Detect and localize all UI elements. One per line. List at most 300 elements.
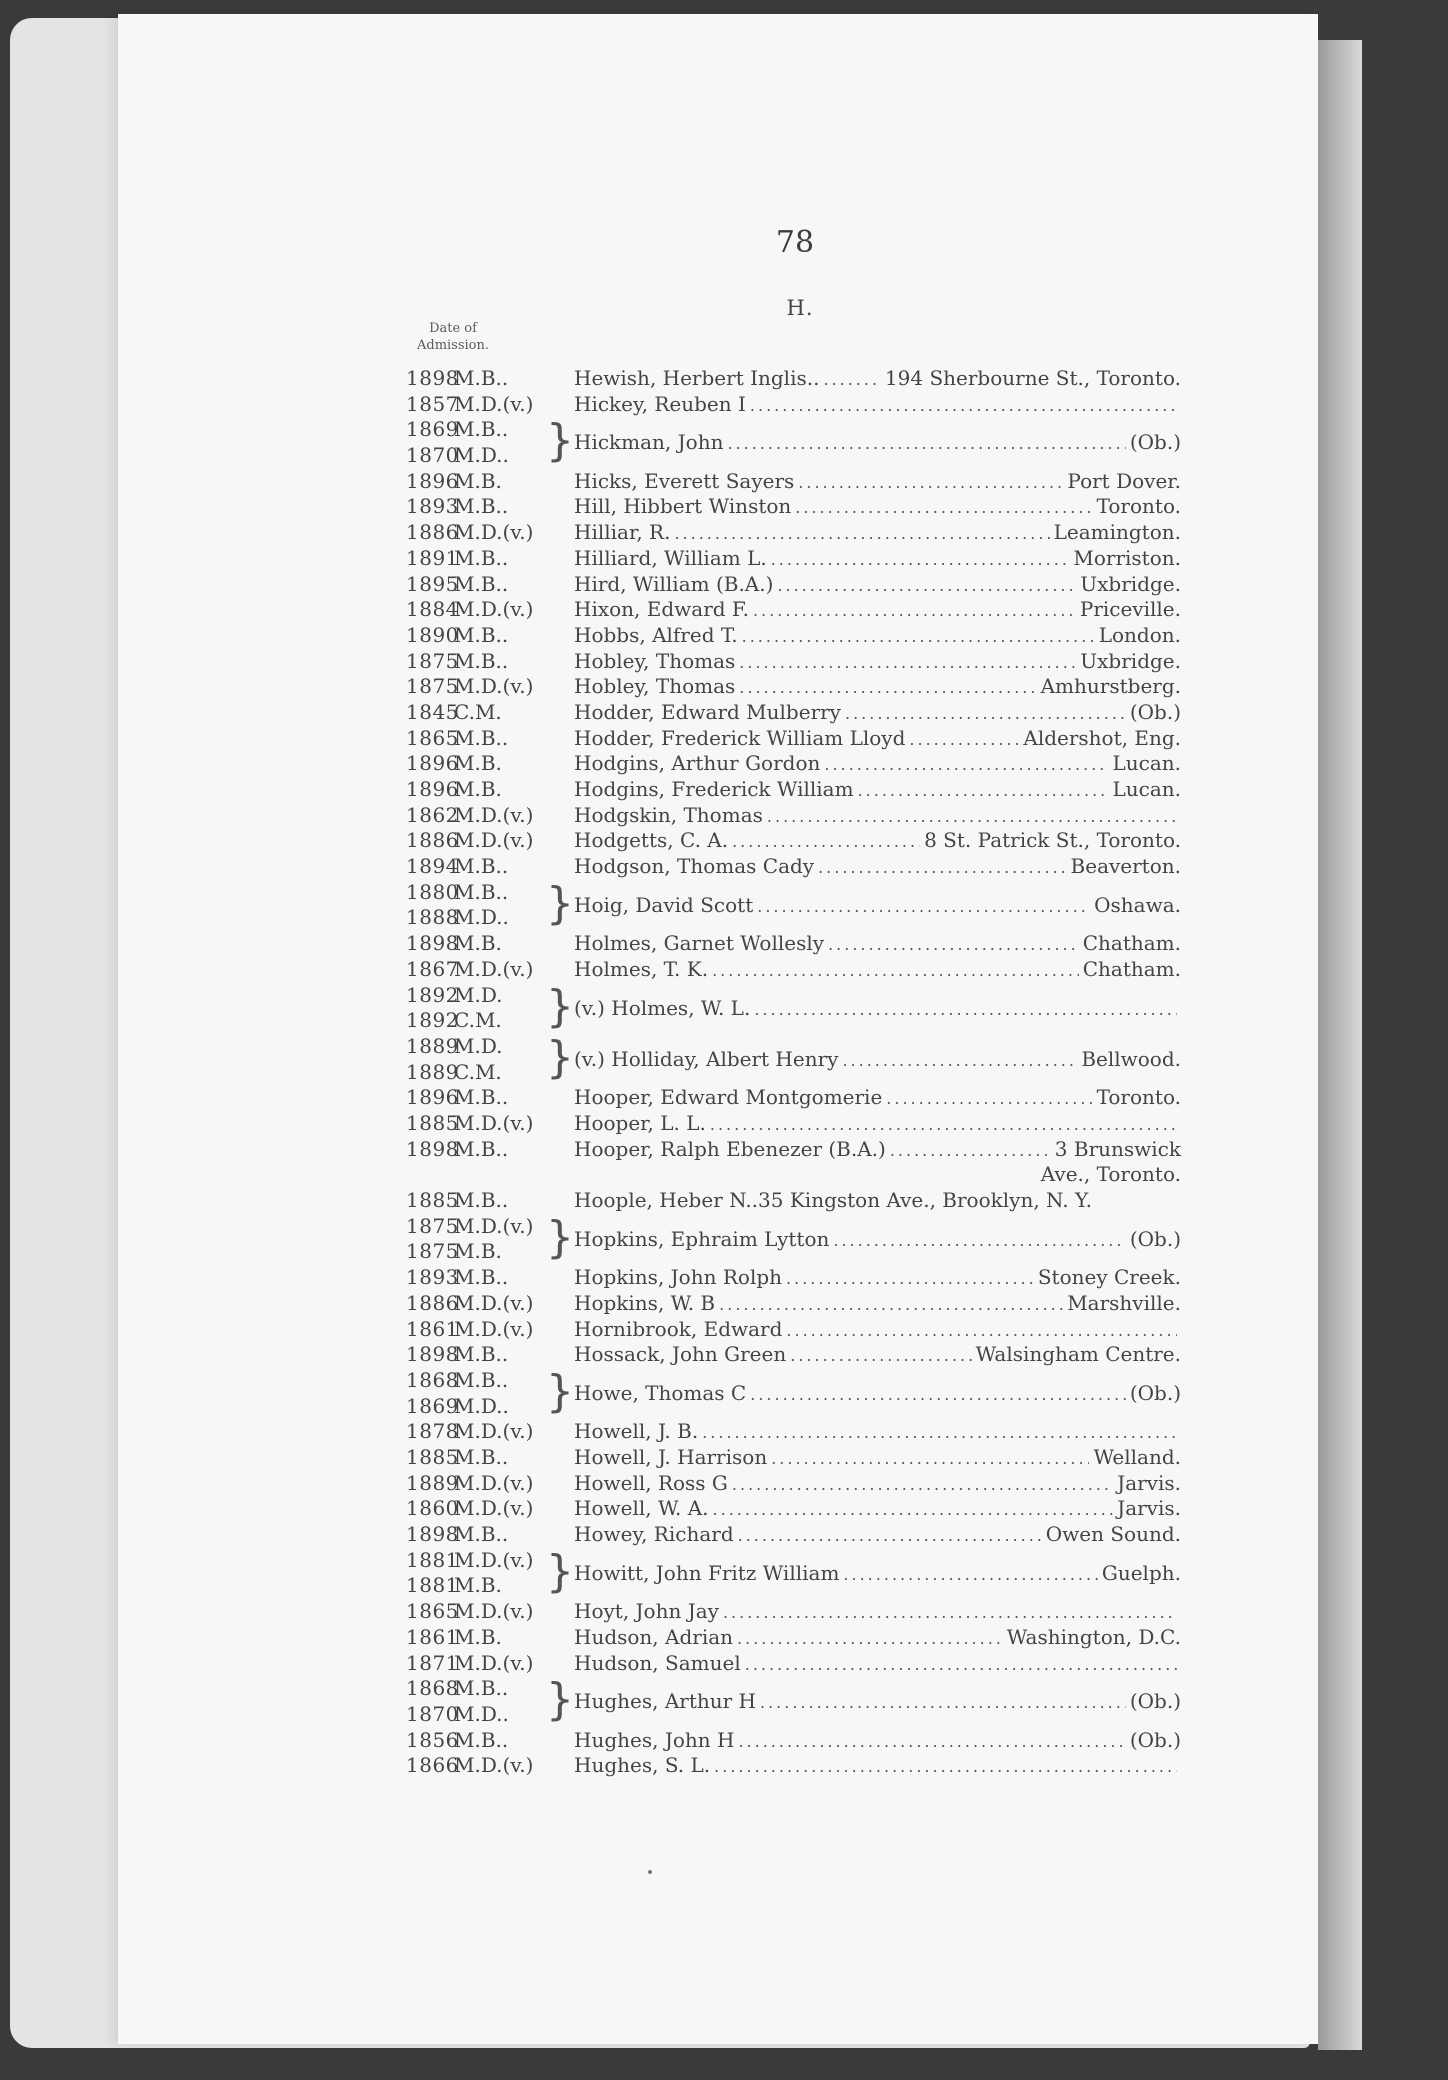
admission-year: 1898: [406, 366, 459, 390]
entry-body: [574, 1753, 1181, 1779]
admission-year: 1866: [406, 1753, 459, 1778]
entry-body: [574, 1188, 1181, 1213]
entry-body: [574, 931, 1181, 957]
practitioner-name: Howitt, John Fritz William: [574, 1560, 840, 1585]
dot-leader: [824, 752, 1108, 777]
degree: M.D.: [454, 982, 503, 1007]
admission-year: 1888: [406, 905, 459, 930]
degree: M.B..: [454, 417, 509, 442]
practitioner-name: Hooper, Ralph Ebenezer (B.A.): [574, 1136, 886, 1161]
dot-leader: [719, 1292, 1063, 1317]
entry-body: [574, 700, 1181, 726]
degree: M.D.(v.): [454, 1213, 534, 1238]
admission-year: 1892: [406, 1008, 459, 1033]
register-entry: [406, 777, 1181, 803]
entry-body: [574, 803, 1181, 829]
dot-leader: [886, 1086, 1092, 1111]
degree: C.M.: [454, 1059, 502, 1084]
entry-body: [574, 893, 1181, 919]
entry-body: [574, 1381, 1181, 1407]
practitioner-name: Hoyt, John Jay: [574, 1599, 719, 1624]
practitioner-name: Hodgins, Arthur Gordon: [574, 751, 821, 776]
register-entry: [406, 1188, 1181, 1214]
degree: M.D.(v.): [454, 1316, 534, 1341]
entry-body: [574, 520, 1181, 546]
admission-year: 1895: [406, 571, 459, 596]
register-entry: [406, 1342, 1181, 1368]
dot-leader: [723, 1600, 1177, 1625]
practitioner-name: Hughes, Arthur H: [574, 1689, 756, 1714]
degree: M.B..: [454, 854, 509, 879]
degree: M.D.: [454, 1033, 503, 1058]
register-entry: [406, 1545, 1181, 1599]
admission-year: 1875: [406, 674, 459, 699]
practitioner-name: Howell, J. B.: [574, 1419, 699, 1444]
degree: M.D.(v.): [454, 1547, 534, 1572]
practitioner-name: Howell, W. A.: [574, 1496, 709, 1521]
degree: M.B..: [454, 1727, 509, 1752]
degree: M.B..: [454, 1444, 509, 1469]
practitioner-name: Hobley, Thomas: [574, 648, 736, 673]
dot-leader: [727, 431, 1125, 456]
entry-body: [574, 1227, 1181, 1253]
register-entry: [406, 1211, 1181, 1265]
residence-continued: Ave., Toronto.: [1040, 1162, 1181, 1187]
practitioner-name: Howell, J. Harrison: [574, 1444, 768, 1469]
dot-leader: [750, 1382, 1126, 1407]
dot-leader: [909, 727, 1019, 752]
admission-year: 1880: [406, 879, 459, 904]
practitioner-name: Hodder, Edward Mulberry: [574, 699, 841, 724]
residence: 194 Sherbourne St., Toronto.: [884, 366, 1181, 390]
page-mark: [648, 1870, 652, 1874]
practitioner-name: Hornibrook, Edward: [574, 1316, 783, 1341]
dot-leader: [798, 470, 1063, 495]
register-entry: [406, 1111, 1181, 1137]
residence: Beaverton.: [1070, 854, 1181, 879]
admission-year: 1868: [406, 1676, 459, 1701]
register-entry: [406, 828, 1181, 854]
practitioner-name: Hewish, Herbert Inglis..: [574, 366, 820, 390]
residence: Marshville.: [1067, 1290, 1181, 1315]
residence: (Ob.): [1129, 1380, 1181, 1405]
register-entry: [406, 1291, 1181, 1317]
degree: M.D.(v.): [454, 956, 534, 981]
register-entry: [406, 1031, 1181, 1085]
degree: M.B..: [454, 622, 509, 647]
admission-year: 1885: [406, 1188, 459, 1213]
register-entry: [406, 1471, 1181, 1497]
entry-body: [574, 572, 1181, 598]
practitioner-name: Hoople, Heber N..35 Kingston Ave., Brooklyn, N. Y.: [574, 1188, 1092, 1213]
dot-leader: [738, 1729, 1125, 1754]
practitioner-name: Hopkins, John Rolph: [574, 1265, 783, 1290]
residence: Welland.: [1093, 1444, 1181, 1469]
residence: 3 Brunswick: [1054, 1136, 1181, 1161]
register-entry: [406, 572, 1181, 598]
degree: M.B..: [454, 1265, 509, 1290]
residence: Chatham.: [1082, 931, 1181, 956]
entry-body: [574, 777, 1181, 803]
register-entry: [406, 1419, 1181, 1445]
entry-body: [574, 494, 1181, 520]
section-letter: H.: [786, 296, 814, 320]
dot-leader: [737, 1626, 1003, 1651]
admission-year: 1875: [406, 1239, 459, 1264]
residence: Leamington.: [1053, 520, 1181, 545]
entry-body: [574, 1496, 1181, 1522]
residence: Oshawa.: [1094, 892, 1181, 917]
dot-leader: [890, 1138, 1051, 1163]
practitioner-name: Hodder, Frederick William Lloyd: [574, 725, 906, 750]
register-entry: [406, 1445, 1181, 1471]
dot-leader: [753, 598, 1076, 623]
degree: M.B.: [454, 1573, 502, 1598]
admission-year: 1896: [406, 751, 459, 776]
entry-body: [574, 546, 1181, 572]
admission-year: 1870: [406, 443, 459, 468]
degree: M.B..: [454, 1367, 509, 1392]
dot-leader: [795, 495, 1092, 520]
admission-year: 1892: [406, 982, 459, 1007]
admission-year: 1886: [406, 520, 459, 545]
register-entry: [406, 1265, 1181, 1291]
degree: M.B..: [454, 571, 509, 596]
residence: (Ob.): [1129, 699, 1181, 724]
register-entry: [406, 520, 1181, 546]
register-entry: [406, 494, 1181, 520]
register-entry: [406, 751, 1181, 777]
entry-body: [574, 674, 1181, 700]
practitioner-name: Hobley, Thomas: [574, 674, 736, 699]
register-entry: [406, 1728, 1181, 1754]
register-entry: [406, 1085, 1181, 1111]
practitioner-name: Hodgson, Thomas Cady: [574, 854, 815, 879]
residence: (Ob.): [1129, 1727, 1181, 1752]
degree: M.D.(v.): [454, 1111, 534, 1135]
practitioner-name: Hilliard, William L.: [574, 545, 767, 570]
degree: M.D.(v.): [454, 1290, 534, 1315]
entry-body: [574, 597, 1181, 623]
practitioner-name: Hudson, Adrian: [574, 1624, 734, 1649]
admission-year: 1881: [406, 1547, 459, 1572]
dot-leader: [771, 547, 1070, 572]
dot-leader: [786, 1318, 1177, 1343]
practitioner-name: Hooper, L. L.: [574, 1111, 706, 1135]
degree: M.D.(v.): [454, 1650, 534, 1675]
residence: Toronto.: [1096, 1085, 1181, 1110]
register-entry: [406, 597, 1181, 623]
entry-body: [574, 1419, 1181, 1445]
entry-body: [574, 392, 1181, 418]
admission-year: 1889: [406, 1470, 459, 1495]
entry-body: [574, 957, 1181, 983]
dot-leader: [757, 894, 1090, 919]
admission-year: 1845: [406, 699, 459, 724]
page-number: 78: [775, 225, 815, 260]
practitioner-name: Hodgetts, C. A.: [574, 828, 729, 853]
admission-year: 1871: [406, 1650, 459, 1675]
dot-leader: [742, 624, 1095, 649]
dot-leader: [818, 855, 1066, 880]
residence: London.: [1098, 622, 1181, 647]
dot-leader: [745, 1652, 1177, 1677]
admission-year: 1857: [406, 391, 459, 416]
degree: M.D..: [454, 443, 509, 468]
admission-year: 1886: [406, 828, 459, 853]
dot-leader: [710, 1112, 1177, 1137]
degree: M.D.(v.): [454, 1470, 534, 1495]
dot-leader: [823, 367, 880, 392]
residence: Bellwood.: [1081, 1046, 1181, 1071]
dot-leader: [771, 1446, 1089, 1471]
register-entries: [406, 366, 1181, 1779]
register-entry: [406, 674, 1181, 700]
practitioner-name: Hird, William (B.A.): [574, 571, 774, 596]
residence: Chatham.: [1082, 956, 1181, 981]
dot-leader: [702, 1420, 1177, 1445]
residence: Guelph.: [1101, 1560, 1181, 1585]
degree: M.B.: [454, 931, 502, 956]
admission-year: 1884: [406, 597, 459, 622]
entry-body: [574, 366, 1181, 392]
residence: Lucan.: [1112, 751, 1181, 776]
residence: Uxbridge.: [1080, 648, 1181, 673]
entry-body: [574, 726, 1181, 752]
register-entry: [406, 957, 1181, 983]
residence: (Ob.): [1129, 1689, 1181, 1714]
dot-leader: [712, 958, 1079, 983]
degree: M.B..: [454, 494, 509, 519]
register-entry: [406, 1365, 1181, 1419]
entry-body: [574, 649, 1181, 675]
register-entry: [406, 1496, 1181, 1522]
entry-body: [574, 469, 1181, 495]
admission-year: 1896: [406, 777, 459, 802]
admission-year: 1898: [406, 1342, 459, 1367]
degree: M.B.: [454, 777, 502, 802]
dot-leader: [760, 1690, 1126, 1715]
dot-leader: [858, 778, 1109, 803]
degree: M.B..: [454, 725, 509, 750]
brace-glyph: }: [546, 1031, 574, 1083]
practitioner-name: (v.) Holmes, W. L.: [574, 995, 751, 1020]
brace-glyph: }: [546, 1365, 574, 1417]
admission-year: 1896: [406, 468, 459, 493]
entry-body: [574, 854, 1181, 880]
residence: Amhurstberg.: [1040, 674, 1181, 699]
residence: Aldershot, Eng.: [1023, 725, 1181, 750]
brace-glyph: }: [546, 877, 574, 929]
admission-year: 1898: [406, 1136, 459, 1161]
admission-year: 1875: [406, 648, 459, 673]
practitioner-name: Hopkins, W. B: [574, 1290, 716, 1315]
dot-leader: [750, 393, 1177, 418]
degree: M.B..: [454, 1676, 509, 1701]
admission-year: 1861: [406, 1316, 459, 1341]
practitioner-name: Hopkins, Ephraim Lytton: [574, 1226, 830, 1251]
register-entry: [406, 1625, 1181, 1651]
residence: Jarvis.: [1117, 1470, 1181, 1495]
degree: C.M.: [454, 699, 502, 724]
degree: M.B.: [454, 1239, 502, 1264]
admission-year: 1861: [406, 1624, 459, 1649]
register-entry: [406, 1522, 1181, 1548]
practitioner-name: Holmes, Garnet Wollesly: [574, 931, 825, 956]
entry-body: [574, 1445, 1181, 1471]
admission-year: 1862: [406, 802, 459, 827]
entry-body: [574, 1265, 1181, 1291]
admission-year: 1889: [406, 1059, 459, 1084]
brace-glyph: }: [546, 980, 574, 1032]
admission-year: 1869: [406, 417, 459, 442]
admission-year: 1885: [406, 1444, 459, 1469]
register-entry: [406, 803, 1181, 829]
residence: Morriston.: [1073, 545, 1181, 570]
entry-body: [574, 1625, 1181, 1651]
entry-body: [574, 751, 1181, 777]
residence: Washington, D.C.: [1006, 1624, 1181, 1649]
practitioner-name: (v.) Holliday, Albert Henry: [574, 1046, 839, 1071]
practitioner-name: Hicks, Everett Sayers: [574, 468, 795, 493]
entry-body: [574, 1317, 1181, 1343]
dot-leader: [786, 1266, 1034, 1291]
admission-year: 1894: [406, 854, 459, 879]
dot-leader: [714, 1754, 1177, 1779]
degree: M.D.(v.): [454, 520, 534, 545]
admission-year: 1868: [406, 1367, 459, 1392]
admission-year: 1890: [406, 622, 459, 647]
register-entry: [406, 623, 1181, 649]
residence: (Ob.): [1129, 430, 1181, 455]
practitioner-name: Howey, Richard: [574, 1522, 734, 1547]
admission-year: 1860: [406, 1496, 459, 1521]
residence: Walsingham Centre.: [975, 1342, 1181, 1367]
entry-body: [574, 1342, 1181, 1368]
practitioner-name: Hudson, Samuel: [574, 1650, 741, 1675]
residence: Owen Sound.: [1045, 1522, 1181, 1547]
degree: C.M.: [454, 1008, 502, 1033]
residence: Port Dover.: [1067, 468, 1181, 493]
residence: (Ob.): [1129, 1226, 1181, 1251]
entry-body: [574, 1728, 1181, 1754]
practitioner-name: Hickey, Reuben I: [574, 391, 746, 416]
page-edge: [1318, 40, 1362, 2050]
degree: M.B..: [454, 545, 509, 570]
dot-leader: [777, 573, 1076, 598]
practitioner-name: Hilliar, R.: [574, 520, 671, 545]
dot-leader: [738, 1523, 1042, 1548]
entry-body: [574, 1471, 1181, 1497]
dot-leader: [790, 1343, 971, 1368]
dot-leader: [739, 675, 1036, 700]
register-entry: [406, 366, 1181, 392]
degree: M.D.(v.): [454, 802, 534, 827]
residence: Uxbridge.: [1080, 571, 1181, 596]
register-entry: [406, 1676, 1181, 1727]
admission-year: 1893: [406, 1265, 459, 1290]
practitioner-name: Hoig, David Scott: [574, 892, 754, 917]
dot-leader: [843, 1562, 1097, 1587]
brace-glyph: }: [546, 415, 574, 467]
register-entry: [406, 877, 1181, 931]
dot-leader: [739, 650, 1076, 675]
degree: M.D..: [454, 905, 509, 930]
dot-leader: [754, 997, 1177, 1022]
register-entry: [406, 469, 1181, 495]
register-entry: [406, 980, 1181, 1034]
degree: M.B.: [454, 468, 502, 493]
entry-body: [574, 430, 1181, 456]
practitioner-name: Howell, Ross G: [574, 1470, 728, 1495]
degree: M.B.: [454, 1624, 502, 1649]
practitioner-name: Hughes, John H: [574, 1727, 735, 1752]
degree: M.B..: [454, 1085, 509, 1110]
residence: Jarvis.: [1117, 1496, 1181, 1521]
entry-body: [574, 1085, 1181, 1111]
dot-leader: [674, 521, 1049, 546]
admission-year: 1886: [406, 1290, 459, 1315]
dot-leader: [713, 1497, 1114, 1522]
degree: M.D.(v.): [454, 828, 534, 853]
register-entry: [406, 649, 1181, 675]
entry-body: [574, 1111, 1181, 1137]
entry-body: [574, 1651, 1181, 1677]
residence: Stoney Creek.: [1037, 1265, 1181, 1290]
entry-body: [574, 1291, 1181, 1317]
register-entry: [406, 1599, 1181, 1625]
register-entry: [406, 726, 1181, 752]
entry-body: [574, 1561, 1181, 1587]
admission-year: 1885: [406, 1111, 459, 1135]
admission-year: 1889: [406, 1033, 459, 1058]
date-of-admission-header: Date of Admission.: [416, 321, 490, 353]
degree: M.D.(v.): [454, 391, 534, 416]
dot-leader: [767, 804, 1177, 829]
admission-year: 1869: [406, 1393, 459, 1418]
admission-year: 1898: [406, 1522, 459, 1547]
dot-leader: [845, 701, 1126, 726]
practitioner-name: Hixon, Edward F.: [574, 597, 750, 622]
admission-year: 1867: [406, 956, 459, 981]
register-entry: [406, 1317, 1181, 1343]
admission-year: 1893: [406, 494, 459, 519]
degree: M.D.(v.): [454, 1496, 534, 1521]
entry-body: [574, 996, 1181, 1022]
degree: M.D.(v.): [454, 1599, 534, 1624]
residence: Priceville.: [1079, 597, 1181, 622]
degree: M.B..: [454, 879, 509, 904]
admission-year: 1875: [406, 1213, 459, 1238]
brace-glyph: }: [546, 1211, 574, 1263]
entry-body: [574, 1599, 1181, 1625]
degree: M.B..: [454, 648, 509, 673]
degree: M.B..: [454, 366, 509, 390]
brace-glyph: }: [546, 1545, 574, 1597]
register-entry: [406, 1753, 1181, 1779]
residence: 8 St. Patrick St., Toronto.: [924, 828, 1181, 853]
admission-year: 1898: [406, 931, 459, 956]
dot-leader: [732, 1472, 1113, 1497]
degree: M.B..: [454, 1342, 509, 1367]
degree: M.D.(v.): [454, 674, 534, 699]
entry-body: [574, 1522, 1181, 1548]
entry-body: [574, 1689, 1181, 1715]
practitioner-name: Howe, Thomas C: [574, 1380, 747, 1405]
practitioner-name: Hickman, John: [574, 430, 724, 455]
degree: M.B..: [454, 1188, 509, 1213]
register-entry: [406, 546, 1181, 572]
